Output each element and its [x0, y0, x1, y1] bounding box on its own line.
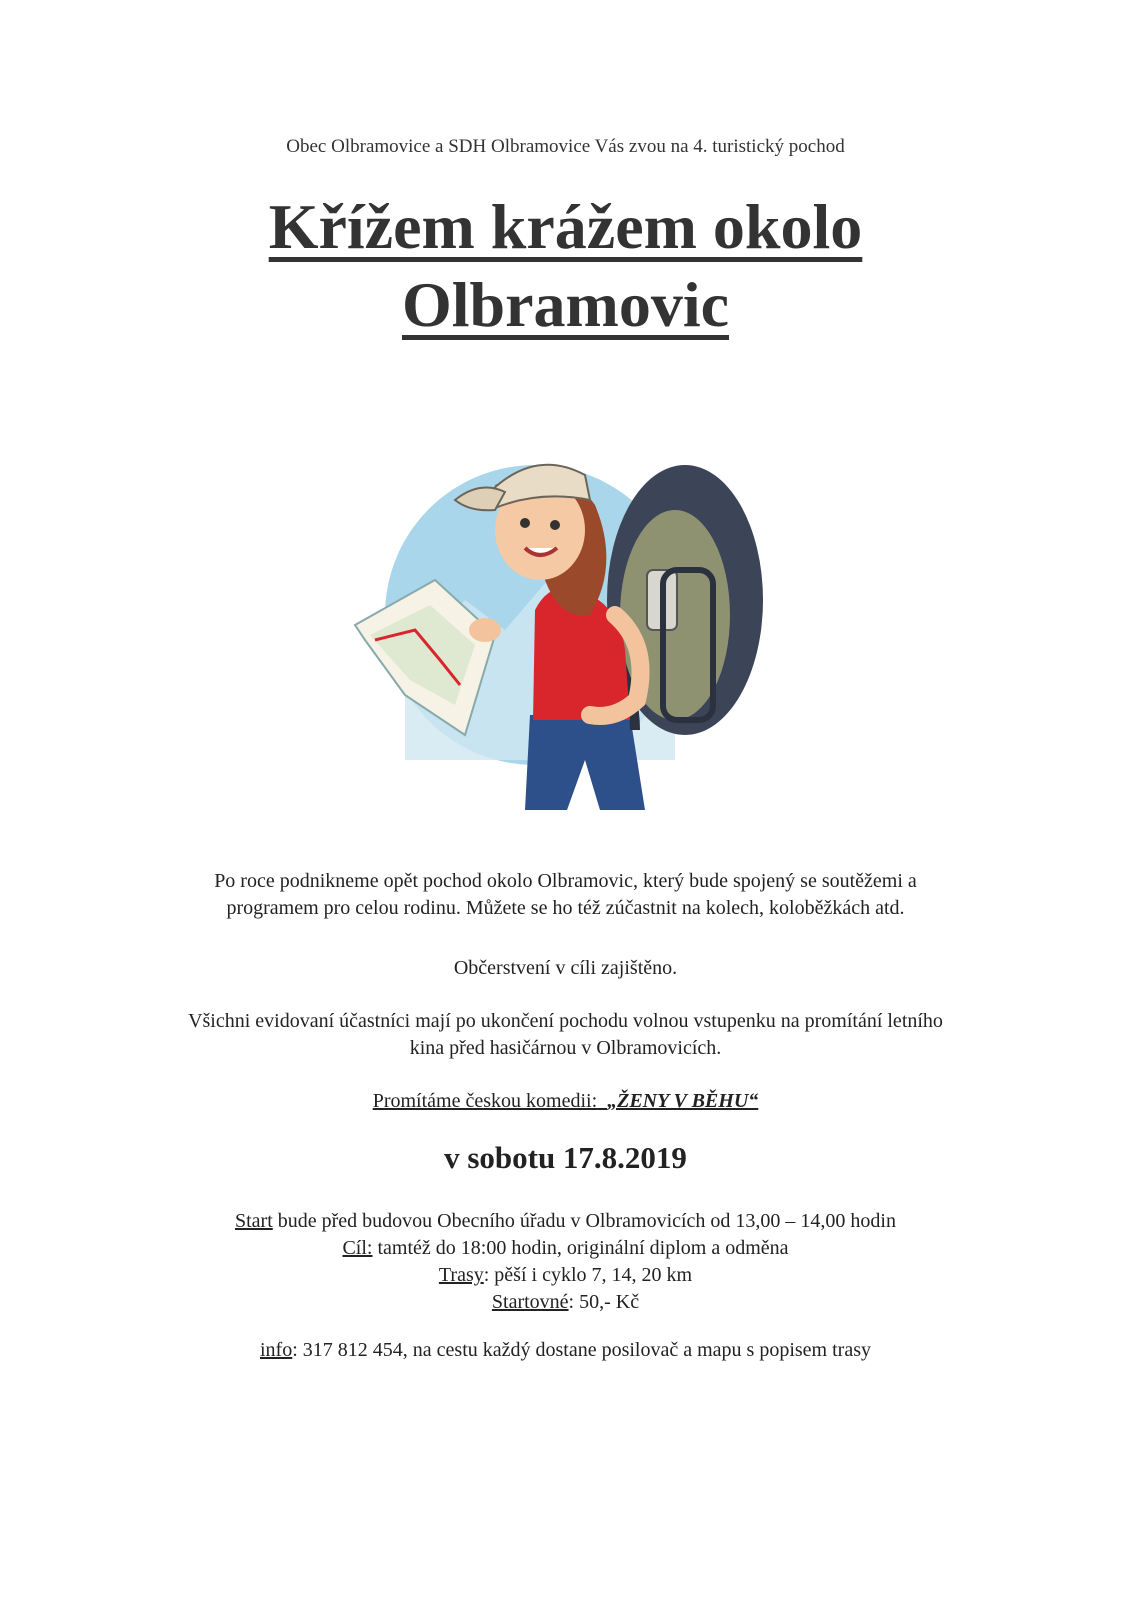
description-line-2: programem pro celou rodinu. Můžete se ho též zúčastnit na kolech, koloběžkách atd.: [226, 897, 905, 919]
routes-line: [0, 1262, 1131, 1289]
fee-text: : 50,- Kč: [568, 1291, 640, 1313]
routes-text: : pěší i cyklo 7, 14, 20 km: [483, 1264, 693, 1286]
start-line: [0, 1208, 1131, 1235]
cinema-line-1: Všichni evidovaní účastníci mají po ukončení pochodu volnou vstupenku na promítání letního: [188, 1010, 943, 1032]
cinema-paragraph: [0, 1008, 1131, 1062]
title-line-1: Křížem krážem okolo: [268, 191, 863, 262]
cinema-line-2: kina před hasičárnou v Olbramovicích.: [409, 1037, 722, 1059]
info-line: [0, 1339, 1131, 1362]
routes-label: Trasy: [438, 1264, 484, 1286]
refreshments-note: Občerstvení v cíli zajištěno.: [453, 957, 678, 979]
film-title: „ŽENY V BĚHU“: [607, 1090, 759, 1112]
invitation-line: Obec Olbramovice a SDH Olbramovice Vás zvou na 4. turistický pochod: [286, 136, 845, 157]
fee-line: [0, 1289, 1131, 1316]
finish-line: [0, 1235, 1131, 1262]
info-text: : 317 812 454, na cestu každý dostane posilovač a mapu s popisem trasy: [292, 1339, 871, 1361]
event-date: v sobotu 17.8.2019: [444, 1140, 687, 1175]
description-paragraph: [0, 868, 1131, 922]
title-line-2: Olbramovic: [401, 269, 730, 340]
event-details: [0, 1208, 1131, 1316]
film-prefix: Promítáme českou komedii:: [372, 1090, 598, 1112]
start-label: Start: [234, 1210, 273, 1232]
description-line-1: Po roce podnikneme opět pochod okolo Olbramovic, který bude spojený se soutěžemi a: [214, 870, 917, 892]
start-text: bude před budovou Obecního úřadu v Olbramovicích od 13,00 – 14,00 hodin: [272, 1210, 896, 1232]
info-label: info: [260, 1339, 293, 1361]
fee-label: Startovné: [491, 1291, 569, 1313]
hiker-girl-with-map-and-backpack-illustration: [345, 430, 765, 810]
page-title: [0, 188, 1131, 344]
film-line: [0, 1088, 1131, 1115]
finish-text: tamtéž do 18:00 hodin, originální diplom a odměna: [372, 1237, 789, 1259]
finish-label: Cíl:: [342, 1237, 373, 1259]
